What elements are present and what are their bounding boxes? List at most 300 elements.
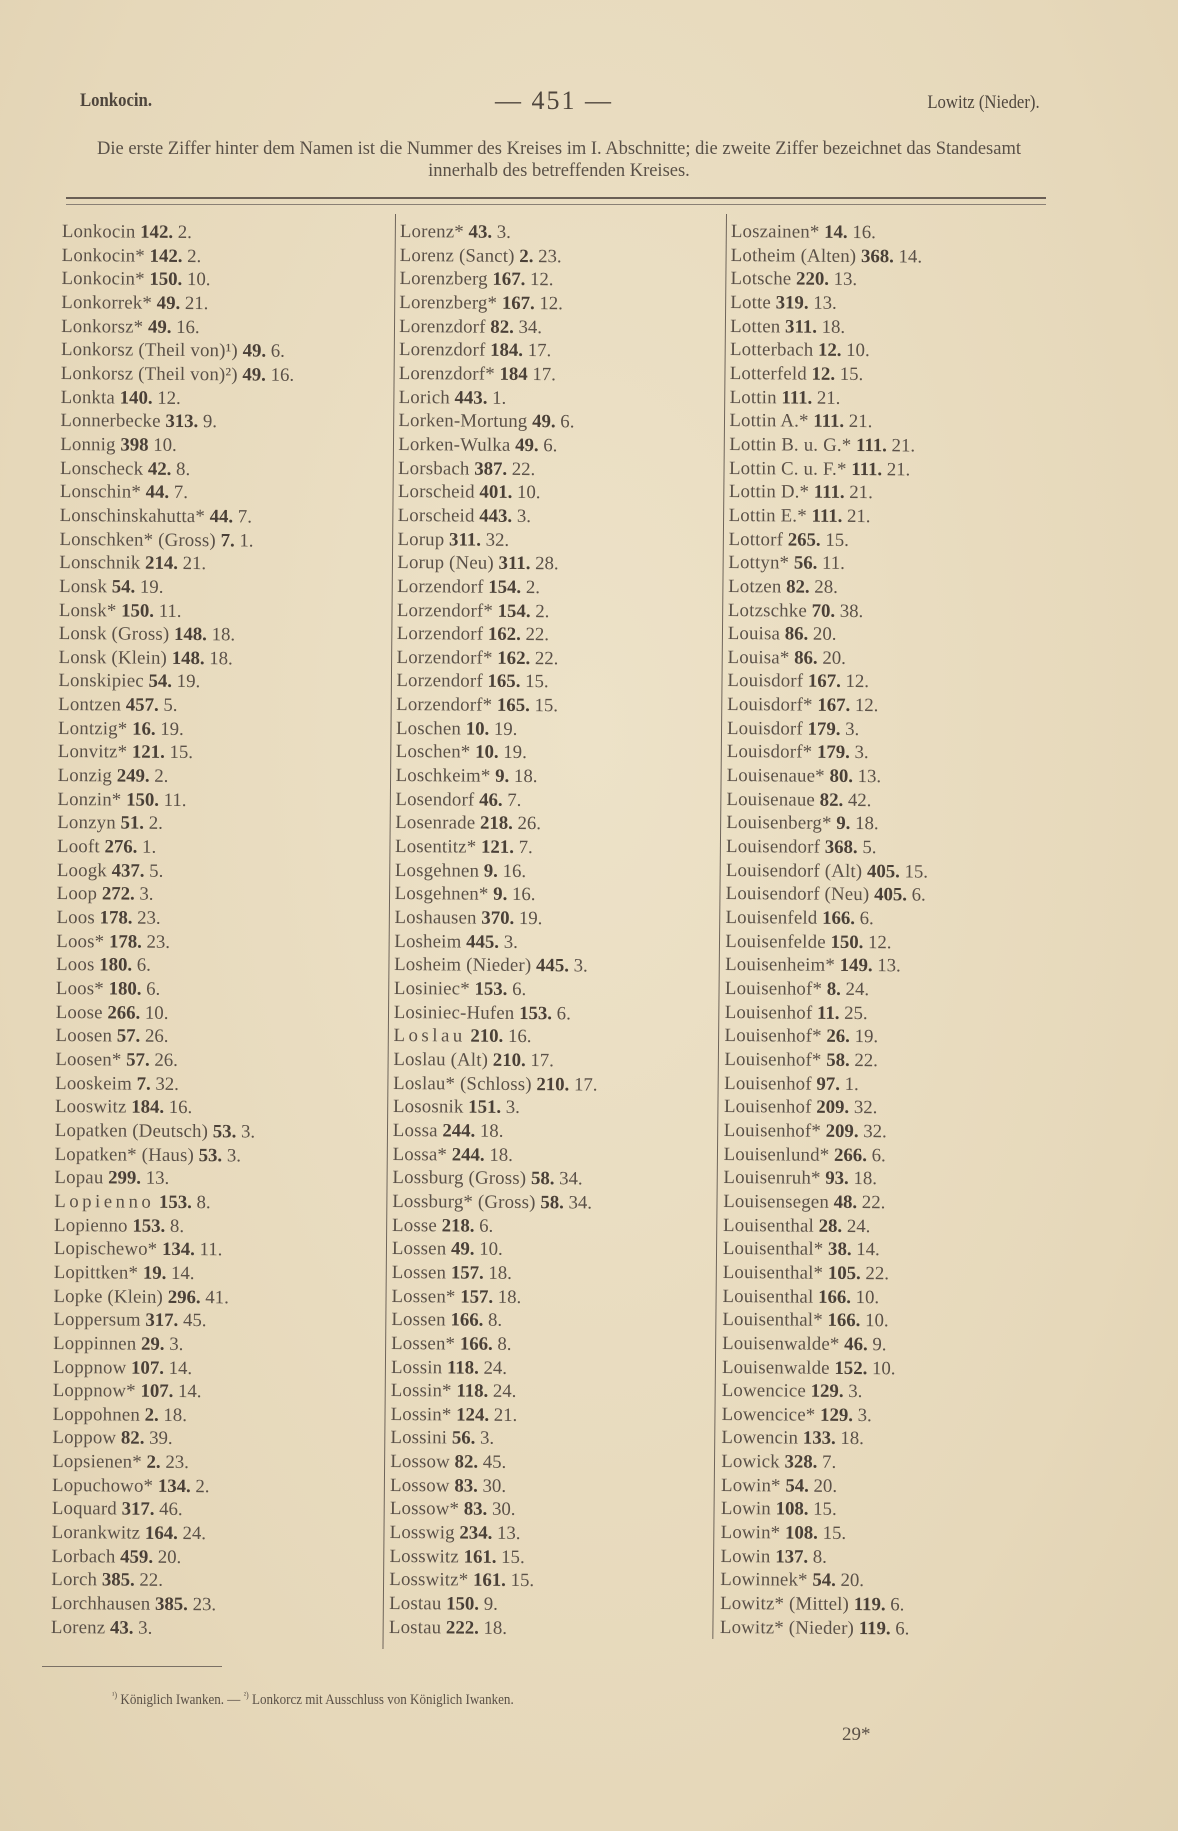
place-name: Lotterbach (729, 339, 814, 361)
standesamt-number: 18. (209, 647, 233, 670)
standesamt-number: 26. (517, 813, 542, 835)
standesamt-number: 14. (898, 245, 923, 268)
index-entry (53, 1355, 286, 1380)
index-entry (728, 575, 930, 600)
standesamt-number: 10. (516, 482, 541, 504)
index-entry (53, 1379, 286, 1404)
place-name: Louisenwalde (721, 1356, 830, 1379)
index-columns (0, 214, 1178, 1654)
kreis-number: 165. (487, 671, 521, 693)
standesamt-number: 26. (154, 1049, 178, 1071)
place-name: Lottin C. u. F.* (728, 457, 847, 480)
index-entry (721, 1474, 923, 1499)
kreis-number: 10. (465, 718, 490, 740)
kreis-number: 121. (131, 742, 165, 764)
kreis-number: 134. (157, 1475, 191, 1497)
kreis-number: 93. (825, 1168, 849, 1190)
place-name: Lotte (730, 291, 772, 314)
place-name: Loslau (Alt) (393, 1048, 489, 1071)
standesamt-number: 11. (199, 1239, 223, 1261)
place-name: Lottin B. u. G.* (729, 433, 852, 456)
standesamt-number: 10. (144, 1002, 169, 1024)
standesamt-number: 20. (157, 1546, 182, 1568)
standesamt-number: 7. (237, 506, 253, 528)
index-entry (394, 953, 598, 978)
place-name: Louisenthal (723, 1214, 815, 1237)
standesamt-number: 22. (865, 1262, 890, 1285)
kreis-number: 86. (784, 623, 809, 645)
kreis-number: 317. (121, 1498, 155, 1521)
kreis-number: 167. (492, 269, 526, 291)
index-entry (55, 1119, 288, 1144)
standesamt-number: 23. (146, 931, 171, 953)
index-entry (394, 930, 598, 955)
standesamt-number: 32. (155, 1073, 180, 1095)
place-name: Lottin E.* (728, 504, 807, 527)
standesamt-number: 12. (854, 695, 879, 717)
index-entry (53, 1284, 286, 1309)
standesamt-number: 34. (559, 1168, 583, 1190)
kreis-number: 266. (833, 1144, 868, 1166)
index-entry (724, 1024, 926, 1049)
index-entry (61, 362, 294, 387)
place-name: Lonkocin* (61, 268, 145, 290)
kreis-number: 119. (853, 1594, 886, 1616)
standesamt-number: 10. (865, 1310, 889, 1332)
index-entry (52, 1521, 285, 1546)
index-entry (726, 788, 928, 813)
kreis-number: 296. (167, 1286, 201, 1308)
standesamt-number: 19. (854, 1026, 879, 1048)
index-entry (61, 291, 294, 316)
kreis-number: 118. (456, 1380, 489, 1402)
index-entry (390, 1426, 594, 1451)
kreis-number: 184. (490, 339, 524, 362)
index-entry (54, 1214, 287, 1239)
standesamt-number: 3. (516, 505, 532, 527)
index-entry (395, 811, 599, 836)
standesamt-number: 8. (176, 458, 191, 480)
index-entry (389, 1545, 593, 1570)
place-name: Lorscheid (397, 481, 475, 503)
index-entry (392, 1261, 596, 1286)
index-column-3 (720, 220, 933, 1641)
kreis-number: 142. (140, 221, 174, 243)
kreis-number: 459. (120, 1546, 154, 1568)
standesamt-number: 18. (163, 1404, 188, 1426)
kreis-number: 166. (827, 1309, 861, 1332)
place-name: Louisa (727, 623, 781, 645)
index-entry (59, 598, 292, 623)
standesamt-number: 7. (173, 482, 189, 504)
kreis-number: 401. (479, 481, 513, 504)
place-name: Lossa (392, 1119, 438, 1142)
kreis-number: 43. (109, 1617, 134, 1639)
kreis-number: 7. (220, 529, 235, 551)
index-entry (60, 457, 293, 482)
kreis-number: 108. (784, 1522, 818, 1544)
index-entry (392, 1190, 596, 1215)
place-name: Lorzendorf* (396, 646, 493, 669)
index-entry (56, 906, 289, 931)
place-name: Lorzendorf (396, 623, 484, 645)
place-name: Loppohnen (52, 1403, 141, 1426)
kreis-number: 124. (456, 1404, 490, 1426)
kreis-number: 2. (144, 1404, 159, 1426)
index-entry (61, 315, 294, 340)
index-entry (393, 1072, 597, 1097)
index-entry (59, 575, 292, 600)
index-entry (727, 693, 929, 718)
standesamt-number: 15. (501, 1546, 525, 1568)
standesamt-number: 23. (137, 907, 161, 929)
standesamt-number: 22. (139, 1570, 164, 1592)
kreis-number: 54. (111, 576, 136, 598)
place-name: Louisenhof (724, 1072, 812, 1095)
index-entry (391, 1308, 595, 1333)
place-name: Lonkocin (61, 220, 136, 243)
standesamt-number: 28. (535, 553, 559, 575)
index-entry (723, 1237, 925, 1262)
index-entry (728, 528, 930, 553)
place-name: Lonschken* (Gross) (59, 528, 217, 551)
place-name: Losentitz* (394, 836, 477, 858)
place-name: Lonnerbecke (60, 410, 161, 433)
place-name: Loos (56, 907, 95, 929)
place-name: Lowencice* (721, 1403, 816, 1426)
index-entry (54, 1261, 287, 1286)
place-name: Loppersum (53, 1309, 141, 1331)
standesamt-number: 8. (196, 1191, 211, 1214)
place-name: Loschkeim* (395, 765, 491, 787)
place-name: Lossow (390, 1451, 450, 1473)
index-entry (396, 646, 600, 671)
index-column-2 (389, 220, 604, 1641)
kreis-number: 162. (497, 647, 531, 669)
place-name: Lopsienen* (52, 1451, 142, 1473)
standesamt-number: 5. (149, 860, 164, 882)
standesamt-number: 10. (186, 269, 211, 291)
standesamt-number: 15. (904, 861, 929, 883)
standesamt-number: 14. (168, 1357, 193, 1379)
place-name: Lonschinskahutta* (59, 504, 206, 528)
index-entry (390, 1497, 594, 1522)
index-entry (51, 1568, 284, 1593)
place-name: Lopatken* (Haus) (54, 1143, 195, 1166)
standesamt-number: 21. (846, 505, 871, 527)
index-entry (390, 1474, 594, 1499)
index-entry (54, 1237, 287, 1262)
index-entry (392, 1166, 596, 1191)
place-name: Lopischewo* (53, 1238, 158, 1260)
footnote-1-marker: ¹) (112, 1690, 118, 1700)
place-name: Louisenheim* (725, 954, 836, 977)
standesamt-number: 8. (497, 1333, 512, 1355)
kreis-number: 137. (775, 1546, 809, 1568)
kreis-number: 328. (784, 1451, 818, 1473)
index-entry (399, 267, 603, 292)
standesamt-number: 7. (507, 789, 522, 811)
index-entry (56, 1001, 289, 1026)
kreis-number: 209. (825, 1120, 859, 1142)
index-entry (729, 480, 931, 505)
standesamt-number: 3. (505, 1097, 520, 1119)
index-entry (396, 693, 600, 718)
kreis-number: 154. (488, 576, 522, 598)
kreis-number: 220. (796, 268, 830, 291)
standesamt-number: 32. (863, 1121, 887, 1143)
standesamt-number: 9. (202, 411, 218, 433)
index-entry (394, 1001, 598, 1026)
index-entry (726, 859, 928, 884)
index-entry (395, 882, 599, 907)
place-name: Lonzyn (57, 812, 116, 834)
index-entry (398, 504, 602, 529)
index-entry (397, 598, 601, 623)
index-entry (389, 1616, 593, 1641)
index-entry (397, 551, 601, 576)
index-entry (391, 1355, 595, 1380)
place-name: Lonkta (60, 386, 116, 409)
place-name: Lorenz (Sanct) (399, 244, 515, 267)
place-name: Louisenthal* (722, 1309, 823, 1331)
standesamt-number: 18. (497, 1286, 522, 1308)
standesamt-number: 10. (871, 1357, 896, 1379)
index-entry (60, 409, 293, 434)
kreis-number: 152. (834, 1357, 868, 1379)
standesamt-number: 6. (146, 978, 161, 1000)
index-entry (730, 362, 932, 387)
place-name: Losswitz (389, 1545, 460, 1568)
standesamt-number: 13. (145, 1167, 170, 1190)
kreis-number: 49. (532, 411, 556, 433)
index-entry (62, 220, 295, 245)
index-entry (56, 930, 289, 955)
index-entry (60, 504, 293, 529)
standesamt-number: 6. (895, 1618, 910, 1640)
standesamt-number: 10. (846, 340, 870, 362)
kreis-number: 70. (811, 600, 836, 622)
standesamt-number: 30. (482, 1475, 507, 1497)
standesamt-number: 10. (855, 1286, 880, 1308)
standesamt-number: 39. (149, 1428, 173, 1450)
place-name: Lontzig* (57, 717, 128, 740)
index-entry (393, 1095, 597, 1120)
kreis-number: 210. (492, 1049, 526, 1071)
kreis-number: 48. (833, 1191, 858, 1213)
place-name: Lorch (51, 1569, 98, 1591)
standesamt-number: 15. (839, 363, 864, 385)
kreis-number: 49. (515, 434, 539, 457)
place-name: Lopatken (Deutsch) (54, 1119, 209, 1143)
index-entry (52, 1497, 285, 1522)
index-entry (392, 1214, 596, 1239)
place-name: Lowitz* (Nieder) (719, 1616, 855, 1639)
place-name: Loppnow (52, 1356, 127, 1379)
standesamt-number: 13. (813, 292, 837, 314)
kreis-number: 437. (111, 860, 145, 882)
place-name: Lonzin* (57, 788, 122, 811)
index-entry (391, 1332, 595, 1357)
place-name: Lonschin* (59, 481, 142, 503)
index-entry (396, 669, 600, 694)
kreis-number: 118. (446, 1356, 479, 1379)
index-entry (729, 433, 931, 458)
standesamt-number: 24. (182, 1523, 207, 1545)
kreis-number: 313. (165, 411, 199, 433)
index-entry (729, 409, 931, 434)
place-name: Louisendorf (Neu) (725, 883, 870, 906)
kreis-number: 150. (126, 789, 160, 811)
place-name: Lottyn* (728, 552, 790, 574)
standesamt-number: 6. (871, 1144, 886, 1166)
index-entry (724, 1095, 926, 1120)
place-name: Losheim (394, 930, 462, 953)
index-entry (393, 1024, 597, 1049)
footnote-rule (42, 1666, 222, 1667)
standesamt-number: 3. (848, 1381, 863, 1403)
place-name: Louisenhof* (724, 1025, 822, 1048)
index-entry (55, 1048, 288, 1073)
place-name: Lonkorsz (Theil von)¹) (60, 339, 238, 362)
place-name: Lorbach (51, 1545, 116, 1568)
kreis-number: 266. (107, 1002, 141, 1024)
standesamt-number: 8. (169, 1215, 185, 1237)
standesamt-number: 2. (187, 245, 202, 267)
index-entry (720, 1592, 922, 1617)
index-entry (54, 1190, 287, 1215)
standesamt-number: 18. (488, 1262, 513, 1284)
standesamt-number: 21. (886, 458, 911, 480)
kreis-number: 14. (824, 221, 848, 243)
standesamt-number: 6. (543, 435, 558, 457)
kreis-number: 154. (497, 600, 531, 622)
index-entry (391, 1403, 595, 1428)
index-entry (729, 504, 931, 529)
footnote-2-text: Lonkorcz mit Ausschluss von Königlich Iwanken. (252, 1691, 514, 1708)
place-name: Lorenz* (399, 220, 464, 243)
place-name: Lowin (720, 1545, 771, 1568)
place-name: Lossen (391, 1238, 447, 1260)
place-name: Louisenhof* (723, 1119, 822, 1142)
place-name: Lorken-Mortung (398, 410, 528, 433)
standesamt-number: 42. (847, 789, 872, 811)
place-name: Lorzendorf (396, 670, 483, 693)
place-name: Loslau (393, 1025, 466, 1047)
kreis-number: 2. (146, 1451, 161, 1473)
kreis-number: 7. (136, 1073, 151, 1095)
kreis-number: 317. (145, 1309, 179, 1332)
kreis-number: 82. (786, 576, 810, 598)
kreis-number: 54. (812, 1570, 836, 1592)
kreis-number: 83. (463, 1498, 488, 1521)
index-entry (393, 1143, 597, 1168)
standesamt-number: 19. (160, 718, 184, 740)
kreis-number: 9. (493, 884, 508, 906)
place-name: Lossin* (390, 1403, 452, 1426)
place-name: Lonkocin* (61, 244, 145, 267)
standesamt-number: 19. (518, 907, 543, 930)
kreis-number: 148. (173, 624, 208, 646)
index-entry (396, 740, 600, 765)
kreis-number: 162. (487, 623, 521, 646)
standesamt-number: 21. (849, 482, 873, 504)
index-entry (399, 386, 603, 411)
index-entry (397, 528, 601, 553)
index-entry (721, 1450, 923, 1475)
standesamt-number: 11. (821, 552, 845, 575)
place-name: Lossa* (392, 1143, 448, 1165)
footnotes (112, 1690, 514, 1709)
standesamt-number: 16. (511, 884, 536, 906)
standesamt-number: 12. (867, 931, 892, 953)
kreis-number: 405. (866, 860, 900, 883)
index-entry (394, 906, 598, 931)
index-entry (725, 1001, 927, 1026)
index-entry (399, 291, 603, 316)
standesamt-number: 18. (821, 316, 846, 338)
place-name: Loszainen* (730, 220, 820, 243)
standesamt-number: 3. (503, 931, 518, 953)
standesamt-number: 17. (573, 1074, 598, 1096)
place-name: Losgehnen* (394, 883, 489, 906)
kreis-number: 46. (479, 789, 503, 811)
place-name: Loschen* (395, 741, 471, 764)
place-name: Lossen* (391, 1332, 456, 1355)
running-head-right: Lowitz (Nieder). (927, 92, 1040, 113)
index-entry (728, 622, 930, 647)
kreis-number: 44. (209, 506, 234, 528)
kreis-number: 111. (781, 386, 813, 409)
kreis-number: 443. (454, 387, 488, 409)
standesamt-number: 6. (560, 411, 575, 433)
place-name: Louisenthal* (722, 1261, 824, 1284)
place-name: Louisdorf (726, 717, 803, 740)
place-name: Louisenthal (722, 1285, 814, 1308)
footnote-1-text: Königlich Iwanken. — (120, 1691, 241, 1708)
place-name: Loshausen (394, 907, 477, 929)
place-name: Louisenhof (723, 1096, 812, 1118)
kreis-number: 86. (794, 647, 818, 669)
standesamt-number: 6. (859, 908, 874, 930)
index-entry (398, 409, 602, 434)
place-name: Loppow (52, 1427, 117, 1449)
standesamt-number: 24. (845, 978, 870, 1001)
standesamt-number: 18. (483, 1617, 508, 1639)
standesamt-number: 2. (535, 600, 550, 622)
place-name: Louisenruh* (723, 1167, 821, 1189)
standesamt-number: 6. (270, 340, 285, 363)
place-name: Lopienno (54, 1214, 128, 1237)
kreis-number: 108. (775, 1498, 809, 1521)
index-entry (51, 1592, 284, 1617)
place-name: Looft (56, 836, 100, 858)
index-entry (395, 788, 599, 813)
kreis-number: 180. (99, 954, 133, 976)
place-name: Losgehnen (394, 859, 480, 882)
place-name: Lonsk (Gross) (58, 623, 170, 646)
standesamt-number: 30. (491, 1499, 516, 1521)
place-name: Losswitz* (389, 1569, 469, 1591)
kreis-number: 58. (826, 1049, 850, 1071)
standesamt-number: 7. (518, 837, 533, 859)
place-name: Lostau (389, 1593, 442, 1615)
place-name: Lotzen (728, 575, 782, 598)
place-name: Lottin (729, 386, 777, 408)
index-entry (58, 669, 291, 694)
standesamt-number: 12. (157, 387, 181, 409)
index-entry (727, 717, 929, 742)
